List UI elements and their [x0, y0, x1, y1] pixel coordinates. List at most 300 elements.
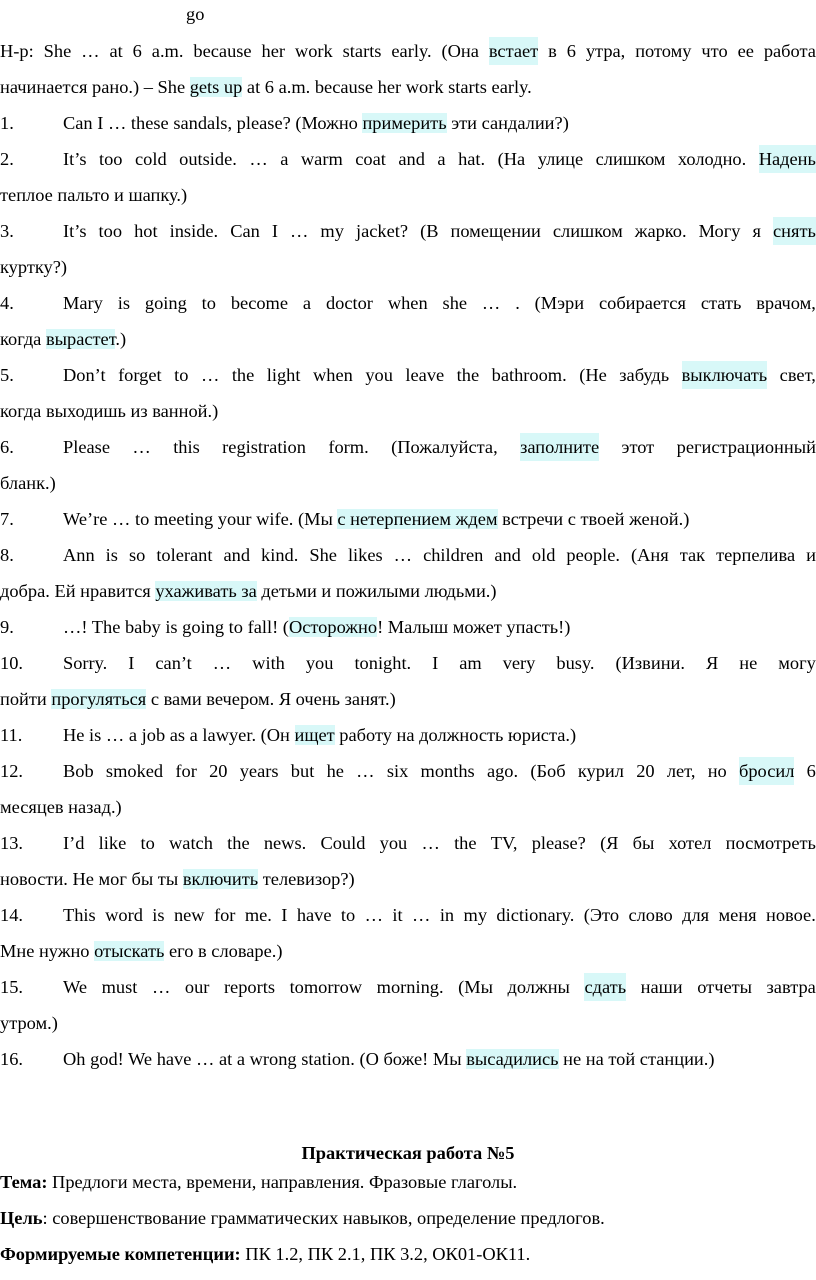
item-number: 3.: [0, 221, 14, 241]
highlighted-answer: бросил: [739, 757, 794, 785]
example-word: 6: [132, 41, 142, 61]
item-word: to: [340, 905, 356, 925]
item-word: Sorry.: [63, 653, 108, 673]
item-word: наши: [640, 977, 683, 997]
item-word: light: [266, 365, 301, 385]
exercise-item-continuation: [0, 865, 816, 893]
item-word: children: [423, 545, 484, 565]
item-word: …: [132, 437, 151, 457]
text-run: детьми и пожилыми людьми.): [256, 581, 497, 601]
item-word: too: [98, 149, 123, 169]
item-word: 20: [209, 761, 228, 781]
item-word: Don’t: [63, 365, 106, 385]
item-word: я: [752, 221, 761, 241]
item-word: to: [140, 833, 155, 853]
item-word: She: [309, 545, 337, 565]
example-word: …: [81, 41, 100, 61]
item-word: like: [98, 833, 127, 853]
item-number: 7.: [0, 509, 14, 529]
item-word: he: [326, 761, 344, 781]
item-word: my: [463, 905, 488, 925]
item-word: with: [252, 653, 285, 673]
item-word: warm: [300, 149, 343, 169]
item-word: …: [393, 545, 413, 565]
text-run: куртку?): [0, 257, 68, 277]
item-word: when: [312, 365, 353, 385]
item-word: It’s: [63, 149, 87, 169]
text-run: с вами вечером. Я очень занят.): [146, 689, 396, 709]
item-word: жарко.: [634, 221, 687, 241]
item-number: 2.: [0, 149, 14, 169]
example-word: starts: [342, 41, 382, 61]
item-word: doctor: [325, 293, 373, 313]
item-word: и: [806, 545, 816, 565]
highlighted-answer: с нетерпением ждем: [337, 509, 498, 529]
item-word: Could: [320, 833, 366, 853]
item-word: registration: [222, 437, 306, 457]
text-run: встречи с твоей женой.): [497, 509, 690, 529]
item-word: for: [213, 905, 236, 925]
item-word: слово: [628, 905, 673, 925]
highlighted-answer: ухаживать за: [155, 581, 257, 601]
item-word: kind.: [261, 545, 299, 565]
item-word: the: [231, 365, 255, 385]
item-word: you: [365, 365, 393, 385]
item-number: 8.: [0, 545, 14, 565]
item-word: a: [437, 149, 446, 169]
item-word: новое.: [766, 905, 816, 925]
example-word: She: [43, 41, 72, 61]
item-word: years: [239, 761, 279, 781]
text-run: He is … a job as a lawyer. (Он: [63, 725, 295, 745]
item-word: Bob: [63, 761, 94, 781]
item-word: the: [456, 365, 480, 385]
item-word: months: [420, 761, 475, 781]
highlighted-answer: высадились: [466, 1049, 559, 1069]
item-word: old: [531, 545, 556, 565]
item-word: must: [101, 977, 138, 997]
item-word: the: [454, 833, 477, 853]
item-word: in: [439, 905, 455, 925]
item-text: [63, 541, 816, 569]
exercise-item-continuation: [0, 397, 816, 425]
item-number: 15.: [0, 977, 23, 997]
item-word: …: [481, 293, 501, 313]
item-word: watch: [169, 833, 213, 853]
text-run: теплое пальто и шапку.): [0, 185, 188, 205]
item-number: 9.: [0, 617, 14, 637]
item-word: 20: [636, 761, 655, 781]
item-word: is: [152, 905, 165, 925]
item-word: leave: [405, 365, 445, 385]
example-word: потому: [635, 41, 692, 61]
example-word: (Она: [441, 41, 479, 61]
item-word: become: [230, 293, 289, 313]
goal-line: [0, 1204, 816, 1232]
item-word: Я: [705, 653, 719, 673]
item-word: tonight.: [354, 653, 412, 673]
exercise-item-continuation: [0, 685, 816, 713]
item-word: .: [515, 293, 520, 313]
item-word: свет,: [779, 365, 816, 385]
item-word: is: [117, 293, 130, 313]
item-word: hat.: [458, 149, 486, 169]
text-run: утром.): [0, 1013, 58, 1033]
item-word: to: [201, 293, 216, 313]
text-run: новости. Не мог бы ты: [0, 869, 183, 889]
exercise-item-line: [0, 757, 816, 785]
item-text: [63, 649, 816, 677]
item-word: can’t: [155, 653, 192, 673]
item-text: [63, 433, 816, 461]
item-word: забудь: [619, 365, 670, 385]
item-word: and: [398, 149, 425, 169]
item-word: and: [223, 545, 251, 565]
exercise-item-line: [0, 649, 816, 677]
item-word: new: [173, 905, 205, 925]
example-word: a.m.: [151, 41, 184, 61]
text-run: когда выходишь из ванной.): [0, 401, 219, 421]
item-word: (Мэри: [534, 293, 585, 313]
item-word: coat: [355, 149, 386, 169]
item-text: [63, 289, 816, 317]
item-word: завтра: [766, 977, 816, 997]
item-word: too: [98, 221, 123, 241]
item-word: но: [707, 761, 727, 781]
item-word: (Аня: [631, 545, 669, 565]
item-word: …: [290, 221, 309, 241]
item-word: врачом,: [756, 293, 816, 313]
item-text: [63, 361, 816, 389]
item-word: холодно.: [677, 149, 747, 169]
item-word: курил: [577, 761, 624, 781]
item-word: smoked: [105, 761, 164, 781]
item-word: my: [320, 221, 344, 241]
exercise-item-continuation: [0, 577, 816, 605]
item-word: six: [386, 761, 409, 781]
item-word: так: [679, 545, 706, 565]
item-word: Ann: [63, 545, 95, 565]
competencies-label: Формируемые компетенции:: [0, 1244, 241, 1264]
exercise-item-line: [0, 145, 816, 173]
item-text: [63, 721, 816, 749]
item-word: people.: [566, 545, 621, 565]
text-run: его в словаре.): [164, 941, 283, 961]
item-text: [63, 109, 816, 137]
item-word: tolerant: [156, 545, 213, 565]
item-word: busy.: [556, 653, 595, 673]
example-word: because: [193, 41, 252, 61]
exercise-item-continuation: [0, 793, 816, 821]
item-word: Can: [230, 221, 260, 241]
item-word: ago.: [486, 761, 519, 781]
item-word: не: [739, 653, 758, 673]
item-word: when: [387, 293, 428, 313]
item-word: she: [442, 293, 468, 313]
item-word: TV,: [490, 833, 518, 853]
item-word: so: [128, 545, 146, 565]
item-word: a: [302, 293, 312, 313]
goal-label: Цель: [0, 1208, 43, 1228]
exercise-item-line: [0, 289, 816, 317]
item-number: 6.: [0, 437, 14, 457]
item-word: для: [682, 905, 710, 925]
highlighted-answer: прогуляться: [51, 689, 147, 709]
item-word: Mary: [63, 293, 103, 313]
highlighted-answer: ищет: [294, 725, 335, 745]
exercise-item-continuation: [0, 1009, 816, 1037]
exercise-item-continuation: [0, 937, 816, 965]
item-word: (Боб: [530, 761, 566, 781]
exercise-item-line: [0, 721, 816, 749]
exercise-item-line: [0, 829, 816, 857]
item-word: I: [271, 221, 278, 241]
item-word: morning.: [376, 977, 444, 997]
example-word: ее: [737, 41, 754, 61]
item-word: tomorrow: [289, 977, 363, 997]
exercise-item-continuation: [0, 181, 816, 209]
item-word: We: [63, 977, 88, 997]
section-title: Практическая работа №5: [301, 1143, 515, 1163]
item-word: помещении: [450, 221, 541, 241]
highlighted-answer: заполните: [520, 433, 599, 461]
item-number: 10.: [0, 653, 23, 673]
item-word: лет,: [666, 761, 696, 781]
item-word: хотел: [668, 833, 712, 853]
top-word: go: [186, 4, 205, 24]
item-word: reports: [223, 977, 276, 997]
item-word: going: [144, 293, 187, 313]
item-word: …: [356, 761, 375, 781]
exercise-item-line: [0, 433, 816, 461]
item-word: am: [459, 653, 482, 673]
text-run: Oh god! We have … at a wrong station. (О боже! Мы: [63, 1049, 467, 1069]
item-word: jacket?: [355, 221, 409, 241]
item-word: (Это: [583, 905, 620, 925]
item-word: news.: [263, 833, 307, 853]
example-word: утра,: [585, 41, 626, 61]
item-number: 16.: [0, 1049, 23, 1069]
goal-text: : совершенствование грамматических навыков, определение предлогов.: [42, 1208, 605, 1228]
item-word: please?: [531, 833, 586, 853]
topic-label: Тема:: [0, 1172, 48, 1192]
item-word: …: [421, 833, 440, 853]
highlighted-answer: примерить: [362, 113, 447, 133]
example-word: her: [261, 41, 285, 61]
text-run: …! The baby is going to fall! (: [63, 617, 289, 637]
item-word: улице: [537, 149, 584, 169]
topic-text: Предлоги места, времени, направления. Фразовые глаголы.: [47, 1172, 518, 1192]
item-word: …: [249, 149, 268, 169]
example-word: в: [548, 41, 557, 61]
item-word: dictionary.: [496, 905, 575, 925]
highlighted-answer: отыскать: [94, 941, 165, 961]
highlighted-answer: gets up: [189, 77, 243, 97]
text-run: Мне нужно: [0, 941, 95, 961]
item-word: посмотреть: [725, 833, 816, 853]
exercise-item-line: [0, 109, 816, 137]
item-word: I: [432, 653, 439, 673]
text-run: .): [115, 329, 127, 349]
item-word: …: [412, 905, 431, 925]
item-word: likes: [347, 545, 383, 565]
text-run: добра. Ей нравится: [0, 581, 156, 601]
item-word: 6: [806, 761, 816, 781]
item-word: бы: [632, 833, 655, 853]
item-word: слишком: [595, 149, 666, 169]
item-word: Могу: [698, 221, 741, 241]
item-word: стать: [700, 293, 742, 313]
item-number: 4.: [0, 293, 14, 313]
item-word: hot: [134, 221, 158, 241]
item-word: (На: [497, 149, 526, 169]
item-word: you: [305, 653, 334, 673]
text-line: [0, 37, 816, 65]
text-run: We’re … to meeting your wife. (Мы: [63, 509, 338, 529]
item-word: for: [175, 761, 197, 781]
item-word: to: [174, 365, 189, 385]
item-word: me.: [244, 905, 272, 925]
text-run: ! Малыш может упасть!): [377, 617, 571, 637]
item-word: have: [296, 905, 332, 925]
item-word: this: [173, 437, 200, 457]
item-word: I: [281, 905, 288, 925]
text-run: пойти: [0, 689, 52, 709]
item-word: терпелива: [716, 545, 796, 565]
example-word: at: [109, 41, 123, 61]
item-text: [63, 1045, 816, 1073]
item-text: [63, 757, 816, 785]
example-word: early.: [391, 41, 432, 61]
item-word: (Мы: [458, 977, 493, 997]
item-number: 12.: [0, 761, 23, 781]
exercise-item-line: [0, 613, 816, 641]
text-run: бланк.): [0, 473, 56, 493]
item-text: [63, 829, 816, 857]
item-text: [63, 217, 816, 245]
item-word: регистрационный: [676, 437, 816, 457]
item-word: (В: [420, 221, 439, 241]
highlighted-answer: Осторожно: [288, 617, 378, 637]
topic-line: [0, 1168, 816, 1196]
item-number: 5.: [0, 365, 14, 385]
exercise-item-continuation: [0, 325, 816, 353]
competencies-text: ПК 1.2, ПК 2.1, ПК 3.2, ОК01-ОК11.: [240, 1244, 531, 1264]
example-word: 6: [566, 41, 576, 61]
exercise-item-line: [0, 361, 816, 389]
item-word: Please: [63, 437, 110, 457]
highlighted-answer: снять: [773, 217, 816, 245]
item-word: inside.: [169, 221, 219, 241]
item-word: могу: [778, 653, 816, 673]
item-text: [63, 613, 816, 641]
highlighted-answer: выключать: [682, 361, 768, 389]
item-word: forget: [118, 365, 162, 385]
text-run: не на той станции.): [558, 1049, 715, 1069]
item-text: [63, 973, 816, 1001]
highlighted-answer: включить: [182, 869, 259, 889]
item-word: …: [151, 977, 171, 997]
exercise-item-line: [0, 1045, 816, 1073]
exercise-item-continuation: [0, 253, 816, 281]
item-text: [63, 505, 816, 533]
item-word: word: [105, 905, 143, 925]
text-line: [0, 0, 816, 28]
example-word: work: [294, 41, 333, 61]
item-word: outside.: [179, 149, 237, 169]
item-word: it: [392, 905, 403, 925]
text-run: at 6 a.m. because her work starts early.: [242, 77, 532, 97]
item-text: [63, 145, 816, 173]
item-word: (Я: [600, 833, 619, 853]
text-run: эти сандалии?): [446, 113, 569, 133]
item-word: (Пожалуйста,: [391, 437, 498, 457]
exercise-item-line: [0, 541, 816, 569]
item-word: (Не: [579, 365, 607, 385]
competencies-line: [0, 1240, 816, 1268]
highlighted-answer: встает: [489, 37, 538, 65]
exercise-item-line: [0, 505, 816, 533]
item-word: very: [502, 653, 536, 673]
item-word: (Извини.: [615, 653, 685, 673]
highlighted-answer: вырастет: [45, 329, 116, 349]
item-word: our: [184, 977, 210, 997]
item-word: cold: [134, 149, 167, 169]
item-word: отчеты: [697, 977, 752, 997]
item-word: …: [364, 905, 384, 925]
item-word: I’d: [63, 833, 85, 853]
item-number: 1.: [0, 113, 14, 133]
text-run: когда: [0, 329, 46, 349]
text-run: работу на должность юриста.): [334, 725, 577, 745]
item-word: a: [280, 149, 289, 169]
item-word: bathroom.: [491, 365, 567, 385]
item-word: слишком: [552, 221, 623, 241]
item-word: the: [227, 833, 250, 853]
item-number: 13.: [0, 833, 23, 853]
highlighted-answer: сдать: [584, 973, 626, 1001]
item-word: but: [290, 761, 315, 781]
highlighted-answer: Надень: [759, 145, 816, 173]
exercise-item-line: [0, 973, 816, 1001]
text-run: Can I … these sandals, please? (Можно: [63, 113, 363, 133]
item-word: form.: [328, 437, 369, 457]
text-run: телевизор?): [258, 869, 355, 889]
item-word: and: [494, 545, 521, 565]
item-word: It’s: [63, 221, 87, 241]
item-number: 11.: [0, 725, 23, 745]
item-word: This: [63, 905, 96, 925]
item-word: you: [379, 833, 408, 853]
text-run: месяцев назад.): [0, 797, 122, 817]
item-word: этот: [621, 437, 655, 457]
text-run: начинается рано.) – She: [0, 77, 190, 97]
item-word: меня: [718, 905, 757, 925]
exercise-item-line: [0, 901, 816, 929]
item-word: I: [128, 653, 135, 673]
item-word: …: [212, 653, 232, 673]
item-word: is: [105, 545, 118, 565]
item-word: …: [200, 365, 220, 385]
example-word: что: [701, 41, 728, 61]
example-word: Н-р:: [0, 41, 34, 61]
item-word: собирается: [598, 293, 686, 313]
exercise-item-continuation: [0, 469, 816, 497]
text-line: [0, 73, 816, 101]
item-number: 14.: [0, 905, 23, 925]
item-text: [63, 901, 816, 929]
example-word: работа: [763, 41, 816, 61]
